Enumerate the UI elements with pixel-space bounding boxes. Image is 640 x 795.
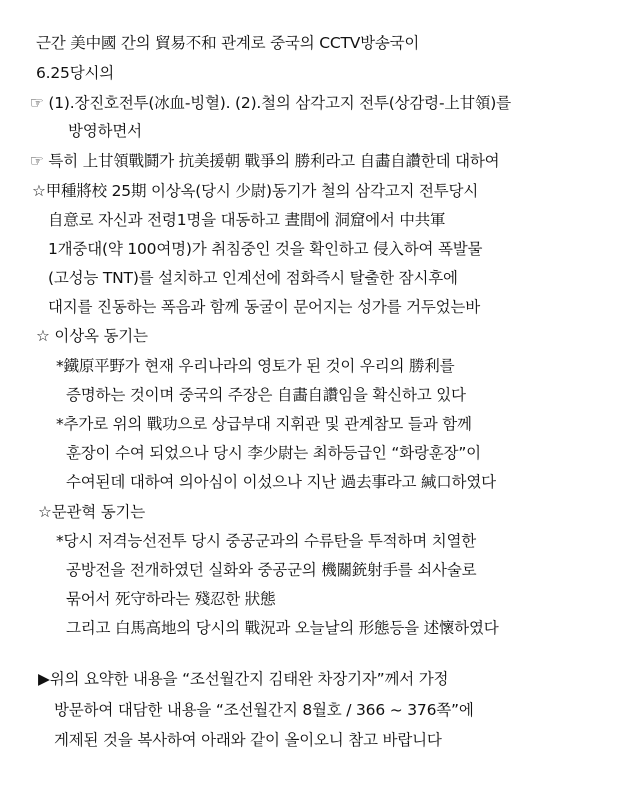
text-line-3: ☞ (1).장진호전투(冰血-빙혈). (2).철의 삼각고지 전투(상감령-上甘領)를 xyxy=(30,94,511,112)
text-line-12: *鐵原平野가 현재 우리나라의 영토가 된 것이 우리의 勝利를 xyxy=(56,357,455,375)
text-line-22: ▶위의 요약한 내용을 “조선월간지 김태완 차장기자”께서 가정 xyxy=(38,670,449,688)
text-line-5: ☞ 특히 上甘領戰鬪가 抗美援朝 戰爭의 勝利라고 自畵自讚한데 대하여 xyxy=(30,152,500,170)
text-line-8: 1개중대(약 100여명)가 취침중인 것을 확인하고 侵入하여 폭발물 xyxy=(48,240,483,258)
text-line-2: 6.25당시의 xyxy=(36,64,115,82)
text-line-17: ☆문관혁 동기는 xyxy=(38,503,146,521)
text-line-1: 근간 美中國 간의 貿易不和 관계로 중국의 CCTV방송국이 xyxy=(36,34,420,52)
text-line-6: ☆甲種將校 25期 이상옥(당시 少尉)동기가 철의 삼각고지 전투당시 xyxy=(32,182,479,200)
text-line-24: 게제된 것을 복사하여 아래와 같이 올이오니 참고 바랍니다 xyxy=(54,731,442,749)
text-line-16: 수여된데 대하여 의아심이 이섰으나 지난 過去事라고 緘口하였다 xyxy=(66,473,496,491)
text-line-13: 증명하는 것이며 중국의 주장은 自畵自讚임을 확신하고 있다 xyxy=(66,386,466,404)
text-line-21: 그리고 白馬高地의 당시의 戰況과 오늘날의 形態등을 述懷하였다 xyxy=(66,619,499,637)
text-line-9: (고성능 TNT)를 설치하고 인계선에 점화즉시 탈출한 잠시후에 xyxy=(48,269,458,287)
text-line-18: *당시 저격능선전투 당시 중공군과의 수류탄을 투적하며 치열한 xyxy=(56,532,477,550)
text-line-19: 공방전을 전개하였던 실화와 중공군의 機關銃射手를 쇠사술로 xyxy=(66,561,477,579)
text-line-10: 대지를 진동하는 폭음과 함께 동굴이 문어지는 성가를 거두었는바 xyxy=(48,298,480,316)
text-line-15: 훈장이 수여 되었으나 당시 李少尉는 최하등급인 “화랑훈장”이 xyxy=(66,444,481,462)
text-line-14: *추가로 위의 戰功으로 상급부대 지휘관 및 관계참모 들과 함께 xyxy=(56,415,472,433)
text-line-23: 방문하여 대담한 내용을 “조선월간지 8월호 / 366 ~ 376쪽”에 xyxy=(54,701,474,719)
text-line-11: ☆ 이상옥 동기는 xyxy=(36,327,148,345)
text-line-7: 自意로 자신과 전령1명을 대동하고 晝間에 洞窟에서 中共軍 xyxy=(48,211,446,229)
text-line-20: 묶어서 死守하라는 殘忍한 狀態 xyxy=(66,590,276,608)
text-line-4: 방영하면서 xyxy=(68,122,142,140)
